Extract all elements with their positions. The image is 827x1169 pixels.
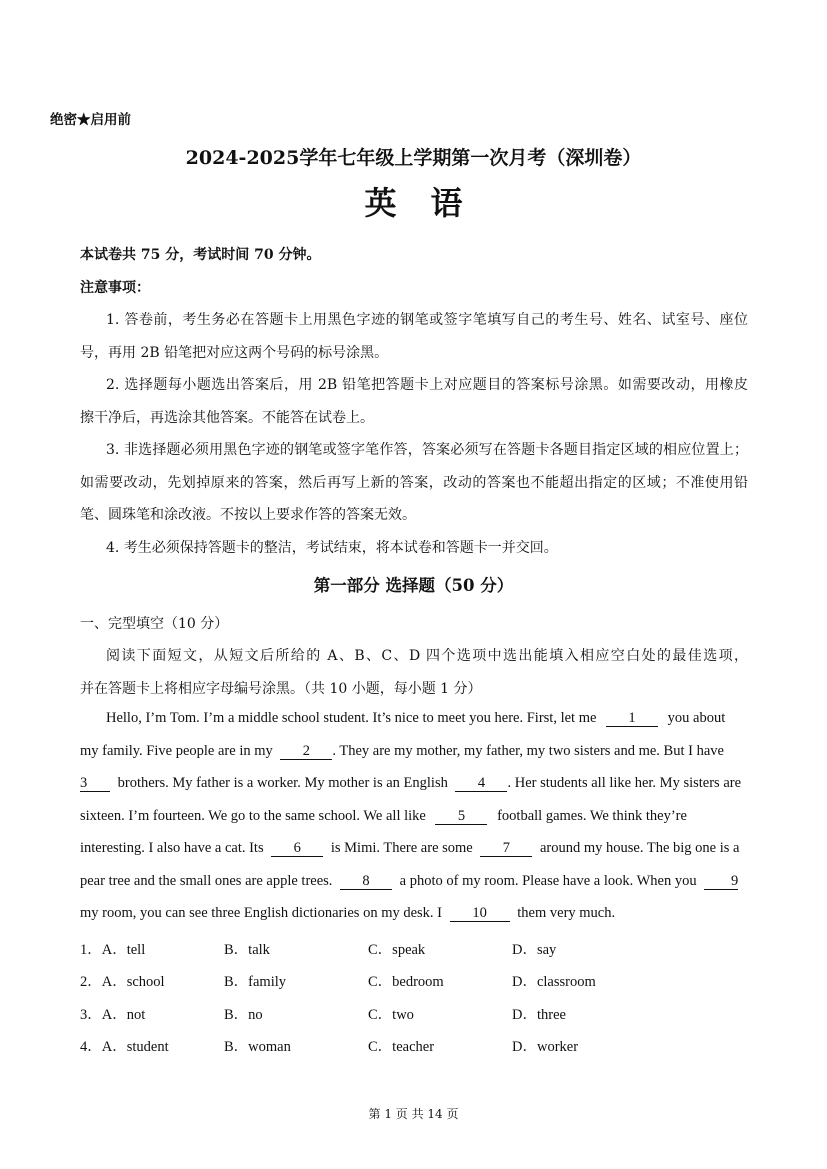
part-one-heading: 第一部分 选择题（50 分） [313, 576, 514, 595]
note-2-line-2: 擦干净后，再选涂其他答案。不能答在试卷上。 [80, 410, 374, 426]
instructions-line-1: 阅读下面短文，从短文后所给的 A、B、C、D 四个选项中选出能填入相应空白处的最佳选项， [106, 648, 748, 664]
score-time-line: 本试卷共 75 分，考试时间 70 分钟。 [80, 247, 321, 263]
blank-10: 10 [450, 906, 510, 922]
option-b: B．talk [224, 942, 270, 958]
passage-text: Hello, I’m Tom. I’m a middle school student. It’s nice to meet you here. First, let me [106, 710, 597, 726]
passage-text: my room, you can see three English dictionaries on my desk. I [80, 905, 443, 921]
question-number: 1． [80, 942, 102, 958]
blank-4: 4 [455, 776, 507, 792]
option-b: B．family [224, 974, 287, 990]
passage-line-3 [80, 775, 748, 792]
option-d: D．say [512, 942, 557, 958]
blank-8: 8 [340, 874, 392, 890]
blank-5: 5 [435, 809, 487, 825]
passage-text: a photo of my room. Please have a look. When you [399, 873, 697, 889]
subject-title: 英语 [364, 184, 497, 222]
option-a: A．tell [101, 942, 146, 958]
page-footer: 第 1 页 共 14 页 [368, 1107, 459, 1121]
passage-text: brothers. My father is a worker. My mother is an English [117, 775, 448, 791]
passage-text: . Her students all like her. My sisters are [507, 775, 742, 791]
passage-text: football games. We think they’re [497, 808, 687, 824]
passage-text: you about [667, 710, 726, 726]
passage-text: them very much. [517, 905, 616, 921]
note-2-line-1: 2. 选择题每小题选出答案后，用 2B 铅笔把答题卡上对应题目的答案标号涂黑。如需要改动，用橡皮 [106, 377, 748, 393]
notes-heading: 注意事项： [80, 280, 150, 296]
passage-line-6 [80, 873, 748, 890]
passage-line-5 [80, 840, 748, 857]
blank-3: 3 [80, 776, 110, 792]
passage-line-2 [80, 743, 748, 760]
option-d: D．worker [512, 1039, 579, 1055]
note-3-line-1: 3. 非选择题必须用黑色字迹的钢笔或签字笔作答，答案必须写在答题卡各题目指定区域的相应位置上； [106, 442, 748, 458]
option-a: A．school [101, 974, 165, 990]
passage-text: pear tree and the small ones are apple trees. [80, 873, 333, 889]
passage-text: around my house. The big one is a [540, 840, 740, 856]
passage-line-7 [80, 905, 748, 922]
passage-line-1 [106, 710, 748, 727]
blank-9: 9 [704, 874, 738, 890]
passage-text: sixteen. I’m fourteen. We go to the same school. We all like [80, 808, 426, 824]
blank-1: 1 [606, 711, 658, 727]
option-d: D．classroom [512, 974, 596, 990]
note-3-line-3: 笔、圆珠笔和涂改液。不按以上要求作答的答案无效。 [80, 507, 416, 523]
question-2 [80, 970, 165, 991]
option-d: D．three [512, 1007, 566, 1023]
option-c: C．two [368, 1007, 414, 1023]
section-cloze-heading: 一、完型填空（10 分） [80, 616, 229, 632]
option-b: B．woman [224, 1039, 291, 1055]
question-number: 2． [80, 974, 102, 990]
passage-text: is Mimi. There are some [330, 840, 473, 856]
exam-title: 2024-2025学年七年级上学期第一次月考（深圳卷） [185, 147, 642, 169]
option-b: B．no [224, 1007, 263, 1023]
question-1 [80, 938, 145, 959]
passage-text: my family. Five people are in my [80, 743, 273, 759]
blank-2: 2 [280, 744, 332, 760]
passage-line-4 [80, 808, 748, 825]
note-1-line-1: 1. 答卷前，考生务必在答题卡上用黑色字迹的钢笔或签字笔填写自己的考生号、姓名、试室号、座位 [106, 312, 748, 328]
option-c: C．teacher [368, 1039, 435, 1055]
note-3-line-2: 如需要改动，先划掉原来的答案，然后再写上新的答案，改动的答案也不能超出指定的区域；不准使用铅 [80, 475, 748, 491]
question-3 [80, 1003, 145, 1024]
passage-text: . They are my mother, my father, my two sisters and me. But I have [332, 743, 724, 759]
question-number: 4． [80, 1039, 102, 1055]
passage-text: interesting. I also have a cat. Its [80, 840, 264, 856]
note-4-line-1: 4. 考生必须保持答题卡的整洁，考试结束，将本试卷和答题卡一并交回。 [106, 540, 558, 556]
option-a: A．not [101, 1007, 146, 1023]
instructions-line-2: 并在答题卡上将相应字母编号涂黑。（共 10 小题，每小题 1 分） [80, 681, 482, 697]
question-number: 3． [80, 1007, 102, 1023]
option-c: C．bedroom [368, 974, 444, 990]
blank-7: 7 [480, 841, 532, 857]
blank-6: 6 [271, 841, 323, 857]
option-c: C．speak [368, 942, 426, 958]
confidential-label: 绝密★启用前 [50, 112, 131, 128]
note-1-line-2: 号，再用 2B 铅笔把对应这两个号码的标号涂黑。 [80, 345, 389, 361]
option-a: A．student [101, 1039, 169, 1055]
question-4 [80, 1035, 169, 1056]
